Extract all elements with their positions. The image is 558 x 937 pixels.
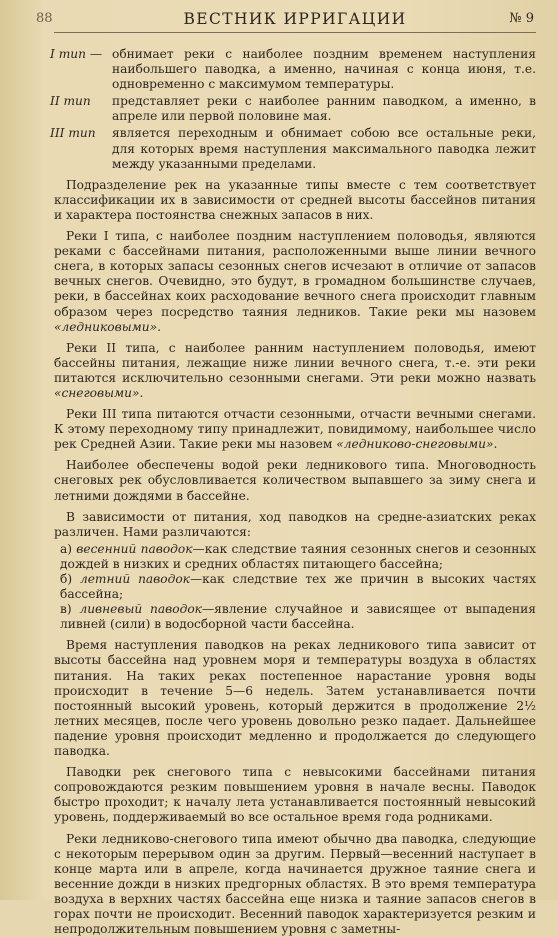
flood-kind-summer-text: —как следствие тех же причин в высоких частях бассейна;: [60, 572, 536, 601]
flood-kind-storm-marker: в): [60, 602, 79, 616]
type-1-definition: [50, 47, 536, 92]
paragraph-type-3-end: .: [493, 437, 497, 451]
flood-kind-summer-marker: б): [60, 572, 80, 586]
term-summer-flood: летний паводок: [80, 572, 190, 586]
page-number: 88: [36, 11, 53, 26]
type-2-definition: [50, 94, 536, 124]
journal-title: ВЕСТНИК ИРРИГАЦИИ: [54, 10, 536, 28]
header-rule: [54, 32, 536, 33]
paragraph-type-2-end: .: [139, 386, 143, 400]
issue-number: № 9: [509, 11, 534, 26]
paragraph-snow-floods: Паводки рек снегового типа с невысокими бассейнами питания сопровождаются резким повышением уровня в начале весны. Паводок быстро проходит; к началу лета устанавливается постоянный невысокий уровень, поддерживаемый во все остальное время года родниками.: [54, 765, 536, 825]
type-1-text: обнимает реки с наиболее поздним временем наступления наибольшего паводка, а именно, начиная с конца июня, т.е. одновременно с максимумом температуры.: [112, 47, 536, 92]
flood-kind-spring-text: —как следствие таяния сезонных снегов и сезонных дождей в низких и средних областях питающего бассейна;: [60, 542, 536, 571]
term-snow: «снеговыми»: [54, 386, 139, 400]
type-3-definition: [50, 126, 536, 171]
paragraph-flood-kinds: В зависимости от питания, ход паводков на средне-азиатских реках различен. Нами различаются:: [54, 510, 536, 540]
term-glacial-snow: «ледниково-снеговыми»: [336, 437, 493, 451]
paragraph-glacial-floods: Время наступления паводков на реках ледникового типа зависит от высоты бассейна над уровнем моря и температуры воздуха в областях питания. На таких реках постепенное нарастание уровня воды происходит в течение 5—6 недель. Затем устанавливается почти постоянный высокий уровень, который держится в продолжение 2½ летних месяцев, после чего уровень довольно резко падает. Дальнейшее падение уровня происходит медленно и продолжается до следующего паводка.: [54, 638, 536, 759]
term-glacial: «ледниковыми»: [54, 320, 157, 334]
flood-kind-summer: [54, 572, 536, 602]
paragraph-type-2: [54, 341, 536, 401]
flood-kind-spring: [54, 542, 536, 572]
term-storm-flood: ливневый паводок: [79, 602, 202, 616]
paragraph-water-supply: Наиболее обеспечены водой реки ледникового типа. Многоводность снеговых рек обусловливается количеством выпавшего за зиму снега и летними дождями в бассейне.: [54, 458, 536, 503]
term-spring-flood: весенний паводок: [76, 542, 192, 556]
paragraph-type-3: [54, 407, 536, 452]
type-2-label: II тип: [50, 94, 112, 124]
paragraph-type-1-text: Реки I типа, с наиболее поздним наступлением половодья, являются реками с бассейнами питания, расположенными выше линии вечного снега, в которых запасы сезонных снегов исчезают в отличие от запасов вечных снегов. Очевидно, это будут, в громадном большинстве случаев, реки, в бассейнах коих расходование вечного снега происходит главным образом через посредство таяния ледников. Такие реки мы назовем: [54, 229, 536, 318]
running-header: [54, 8, 536, 32]
type-3-label: III тип: [50, 126, 112, 171]
paragraph-type-1-end: .: [157, 320, 161, 334]
flood-kind-storm-text: —явление случайное и зависящее от выпадения ливней (сили) в водосборной части бассейна.: [60, 602, 536, 631]
paragraph-classification: Подразделение рек на указанные типы вместе с тем соответствует классификации их в зависимости от средней высоты бассейнов питания и характера постоянства снежных запасов в них.: [54, 178, 536, 223]
flood-kind-spring-marker: а): [60, 542, 76, 556]
flood-kind-storm: [54, 602, 536, 632]
type-2-text: представляет реки с наиболее ранним паводком, а именно, в апреле или первой половине мая.: [112, 94, 536, 124]
type-3-text: является переходным и обнимает собою все остальные реки, для которых время наступления максимального паводка лежит между указанными пределами.: [112, 126, 536, 171]
paragraph-glacial-snow-floods: Реки ледниково-снегового типа имеют обычно два паводка, следующие с некоторым перерывом один за другим. Первый—весенний наступает в конце марта или в апреле, когда начинается дружное таяние снега и весенние дожди в низких предгорных областях. В это время температура воздуха в верхних частях бассейна еще низка и таяние запасов снегов в горах почти не происходит. Весенний паводок характеризуется резким и непродолжительным повышением уровня с заметны-: [54, 832, 536, 937]
paragraph-type-2-text: Реки II типа, с наиболее ранним наступлением половодья, имеют бассейны питания, лежащие ниже линии вечного снега, т.-е. эти реки питаются исключительно сезонными снегами. Эти реки можно назвать: [54, 341, 536, 385]
paragraph-type-1: [54, 229, 536, 335]
paragraph-type-3-text: Реки III типа питаются отчасти сезонными, отчасти вечными снегами. К этому переходному типу принадлежит, повидимому, наибольшее число рек Средней Азии. Такие реки мы назовем: [54, 407, 536, 451]
type-1-label: I тип —: [50, 47, 112, 92]
